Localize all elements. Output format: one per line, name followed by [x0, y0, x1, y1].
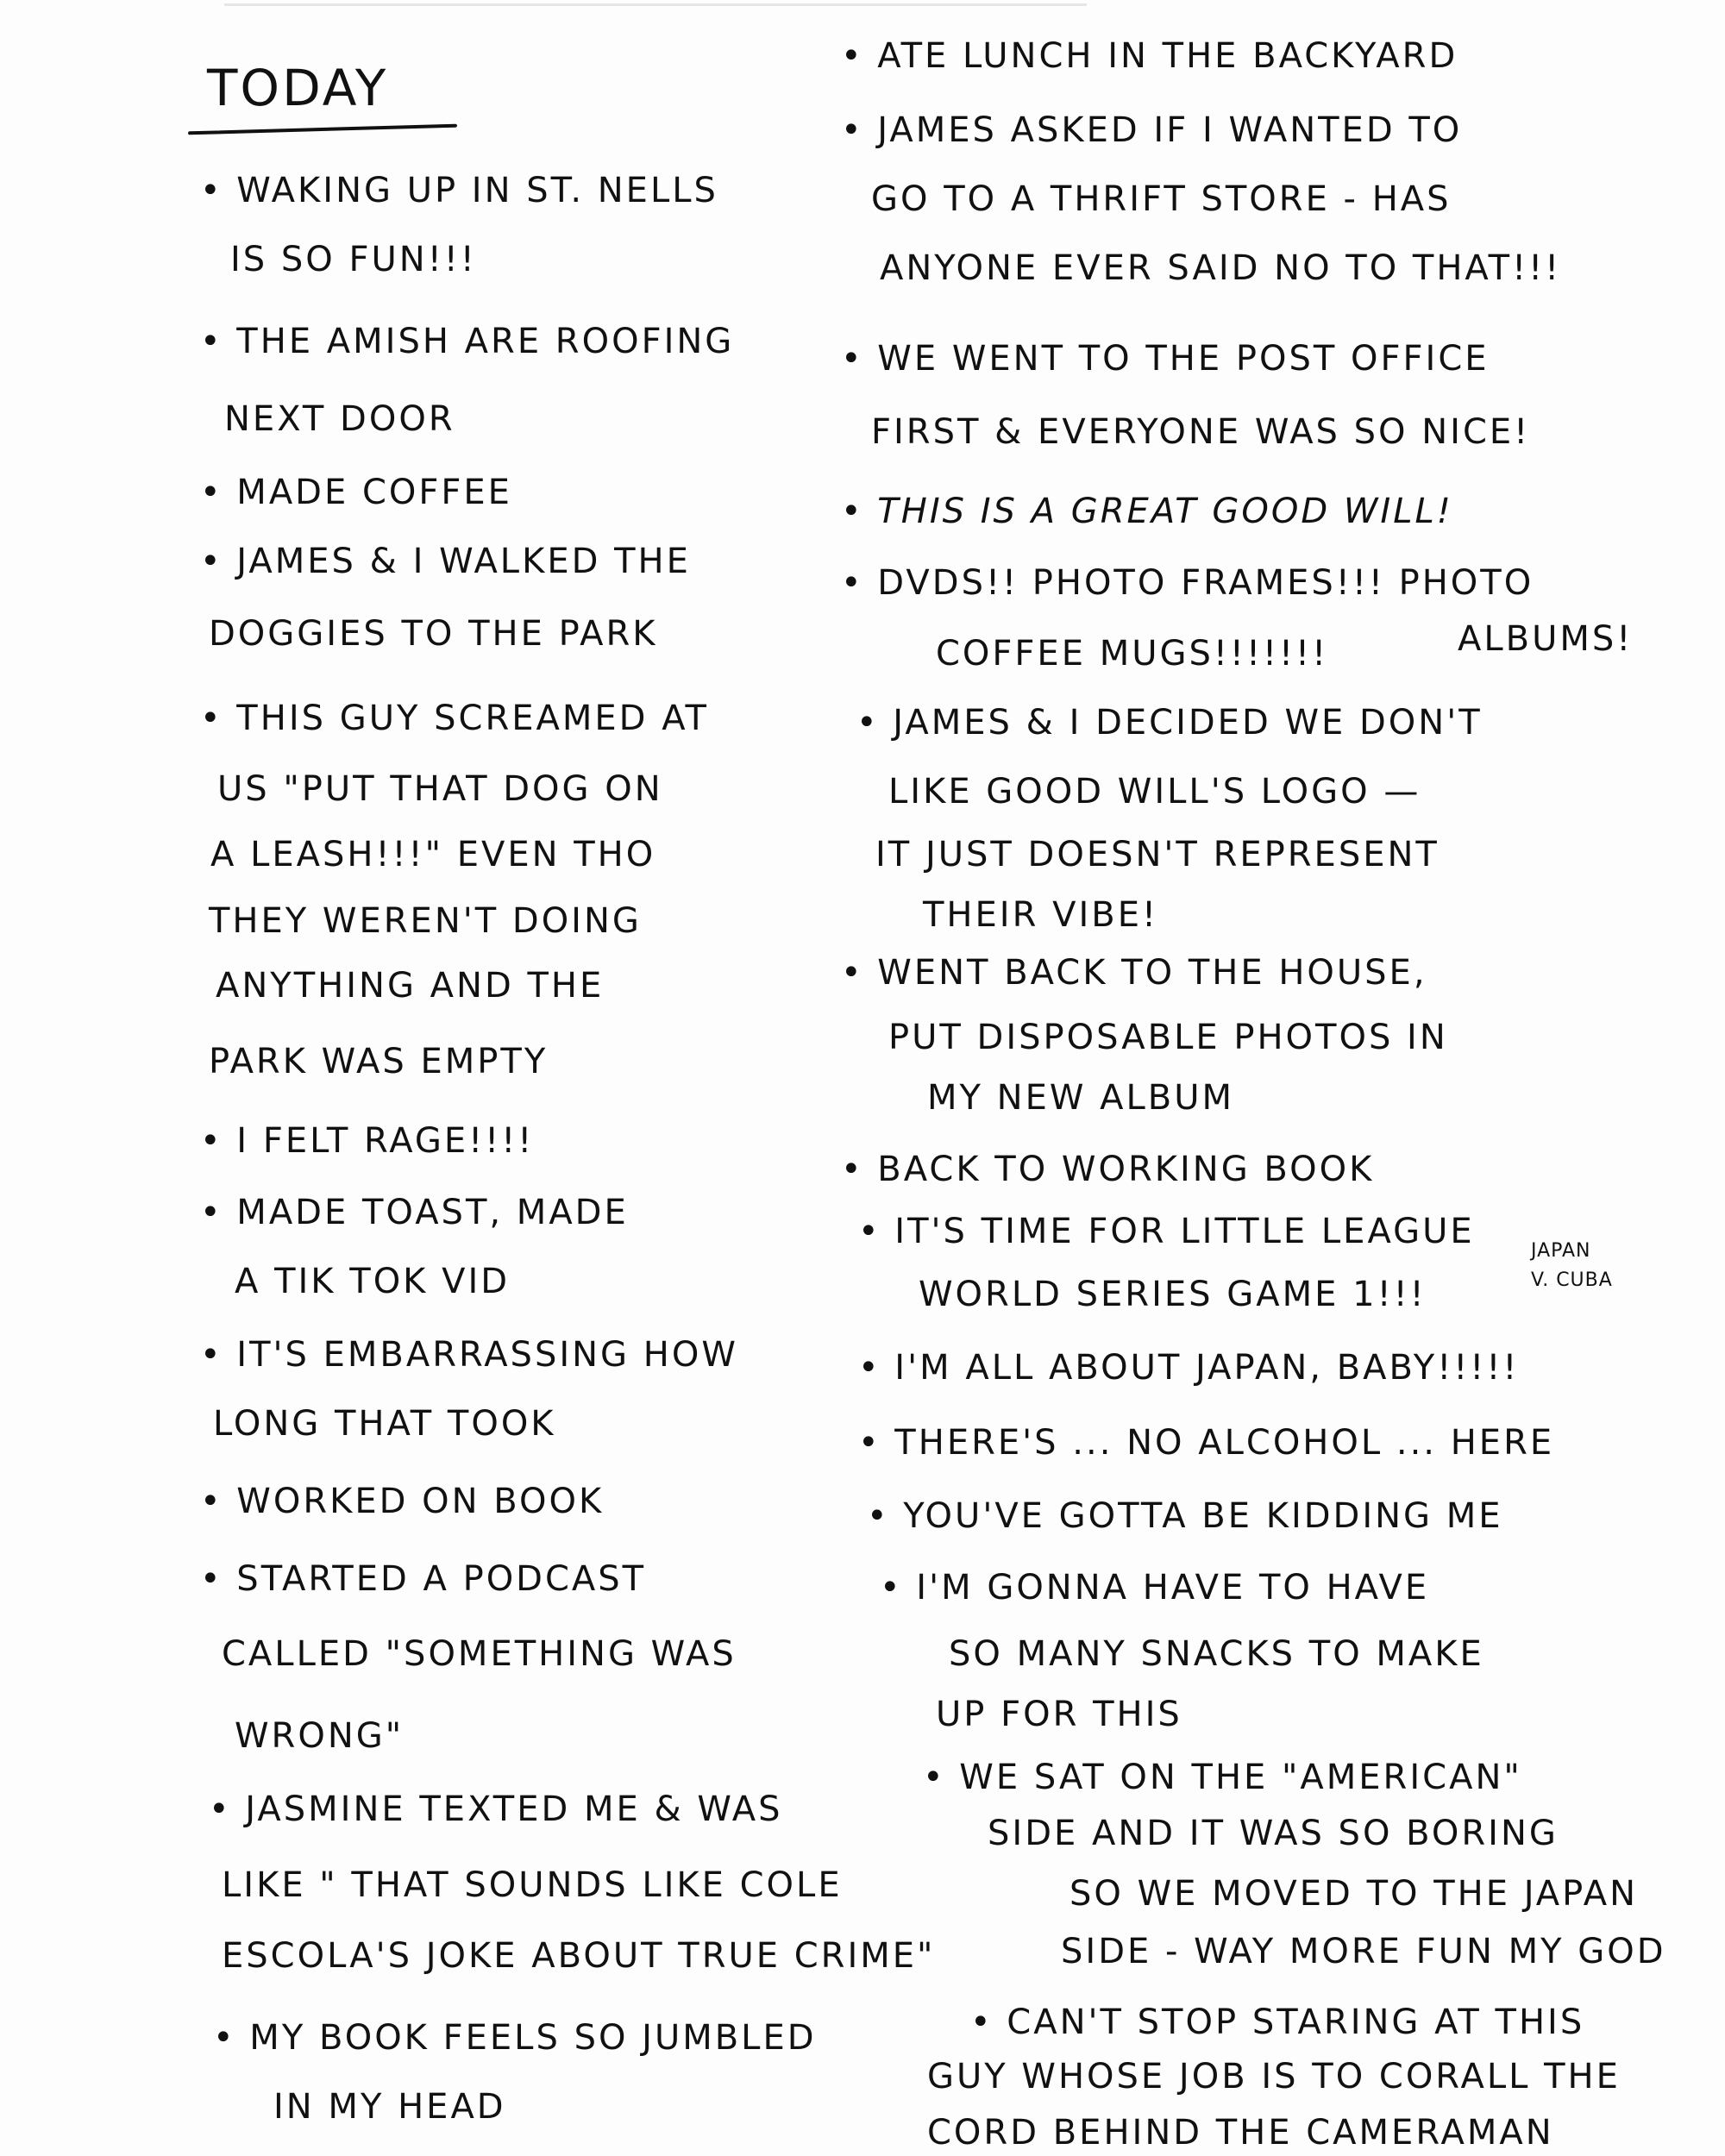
journal-line: LIKE GOOD WILL'S LOGO — [888, 772, 1421, 812]
journal-line: • ATE LUNCH IN THE BACKYARD [841, 36, 1458, 76]
journal-line: • JAMES & I WALKED THE [200, 542, 691, 581]
journal-line: CORD BEHIND THE CAMERAMAN [927, 2113, 1554, 2153]
journal-line: • JAMES & I DECIDED WE DON'T [856, 703, 1483, 743]
journal-line: GUY WHOSE JOB IS TO CORALL THE [927, 2057, 1621, 2096]
journal-line: • I'M ALL ABOUT JAPAN, BABY!!!!! [858, 1348, 1520, 1388]
journal-line: PUT DISPOSABLE PHOTOS IN [888, 1018, 1448, 1057]
journal-line: • MY BOOK FEELS SO JUMBLED [213, 2018, 817, 2058]
journal-line: PARK WAS EMPTY [209, 1042, 549, 1081]
journal-line: • BACK TO WORKING BOOK [841, 1150, 1375, 1189]
journal-line: NEXT DOOR [224, 399, 455, 439]
journal-line: IT JUST DOESN'T REPRESENT [875, 835, 1440, 874]
journal-line: • THE AMISH ARE ROOFING [200, 322, 735, 361]
journal-line: • WE SAT ON THE "AMERICAN" [923, 1758, 1522, 1797]
journal-line: FIRST & EVERYONE WAS SO NICE! [871, 412, 1531, 452]
journal-line: • MADE TOAST, MADE [200, 1193, 629, 1232]
journal-line: CALLED "SOMETHING WAS [222, 1634, 737, 1674]
journal-line: WRONG" [235, 1716, 405, 1756]
journal-line: • YOU'VE GOTTA BE KIDDING ME [867, 1496, 1503, 1536]
journal-line: SIDE - WAY MORE FUN MY GOD [1061, 1932, 1666, 1971]
journal-line: • MADE COFFEE [200, 473, 512, 512]
journal-line: MY NEW ALBUM [927, 1078, 1234, 1118]
journal-line: • JAMES ASKED IF I WANTED TO [841, 110, 1463, 150]
side-note-line: V. CUBA [1531, 1269, 1613, 1291]
journal-line: • THERE'S ... NO ALCOHOL ... HERE [858, 1423, 1555, 1463]
journal-line: • I FELT RAGE!!!! [200, 1121, 535, 1161]
title-underline [188, 124, 457, 135]
journal-line: DOGGIES TO THE PARK [209, 614, 658, 654]
journal-line: • DVDS!! PHOTO FRAMES!!! PHOTO [841, 563, 1534, 603]
journal-line: • JASMINE TEXTED ME & WAS [209, 1789, 783, 1829]
journal-line: IN MY HEAD [273, 2087, 506, 2127]
journal-line: • CAN'T STOP STARING AT THIS [970, 2002, 1585, 2042]
journal-line: • IT'S TIME FOR LITTLE LEAGUE [858, 1212, 1475, 1251]
page-title: TODAY [207, 59, 389, 117]
journal-line: WORLD SERIES GAME 1!!! [919, 1275, 1427, 1314]
journal-line: GO TO A THRIFT STORE - HAS [871, 179, 1452, 219]
journal-line: THEIR VIBE! [923, 895, 1158, 935]
journal-line: ESCOLA'S JOKE ABOUT TRUE CRIME" [222, 1936, 936, 1976]
journal-line: ALBUMS! [1458, 619, 1634, 659]
journal-line: LIKE " THAT SOUNDS LIKE COLE [222, 1865, 843, 1905]
journal-line: • WENT BACK TO THE HOUSE, [841, 953, 1427, 993]
journal-line: LONG THAT TOOK [213, 1404, 556, 1444]
journal-line: IS SO FUN!!! [230, 240, 477, 279]
journal-line: SO MANY SNACKS TO MAKE [949, 1634, 1484, 1674]
journal-line: A LEASH!!!" EVEN THO [210, 835, 656, 874]
journal-line: A TIK TOK VID [235, 1262, 511, 1301]
journal-line: • WAKING UP IN ST. NELLS [200, 171, 718, 210]
journal-line: • THIS IS A GREAT GOOD WILL! [841, 492, 1453, 531]
journal-line: SO WE MOVED TO THE JAPAN [1070, 1874, 1639, 1914]
journal-line: THEY WEREN'T DOING [209, 901, 642, 941]
journal-line: COFFEE MUGS!!!!!!! [936, 634, 1329, 674]
journal-line: ANYTHING AND THE [216, 966, 605, 1006]
journal-line: US "PUT THAT DOG ON [217, 769, 663, 809]
journal-line: • STARTED A PODCAST [200, 1559, 647, 1599]
journal-line: • I'M GONNA HAVE TO HAVE [880, 1568, 1430, 1608]
side-note-line: JAPAN [1531, 1240, 1591, 1262]
journal-line: UP FOR THIS [936, 1695, 1182, 1734]
journal-line: • IT'S EMBARRASSING HOW [200, 1335, 738, 1375]
journal-line: • WE WENT TO THE POST OFFICE [841, 339, 1490, 379]
journal-line: • WORKED ON BOOK [200, 1482, 605, 1521]
page-edge [224, 3, 1087, 6]
journal-line: ANYONE EVER SAID NO TO THAT!!! [880, 248, 1562, 288]
journal-line: • THIS GUY SCREAMED AT [200, 699, 709, 738]
journal-line: SIDE AND IT WAS SO BORING [988, 1814, 1559, 1853]
